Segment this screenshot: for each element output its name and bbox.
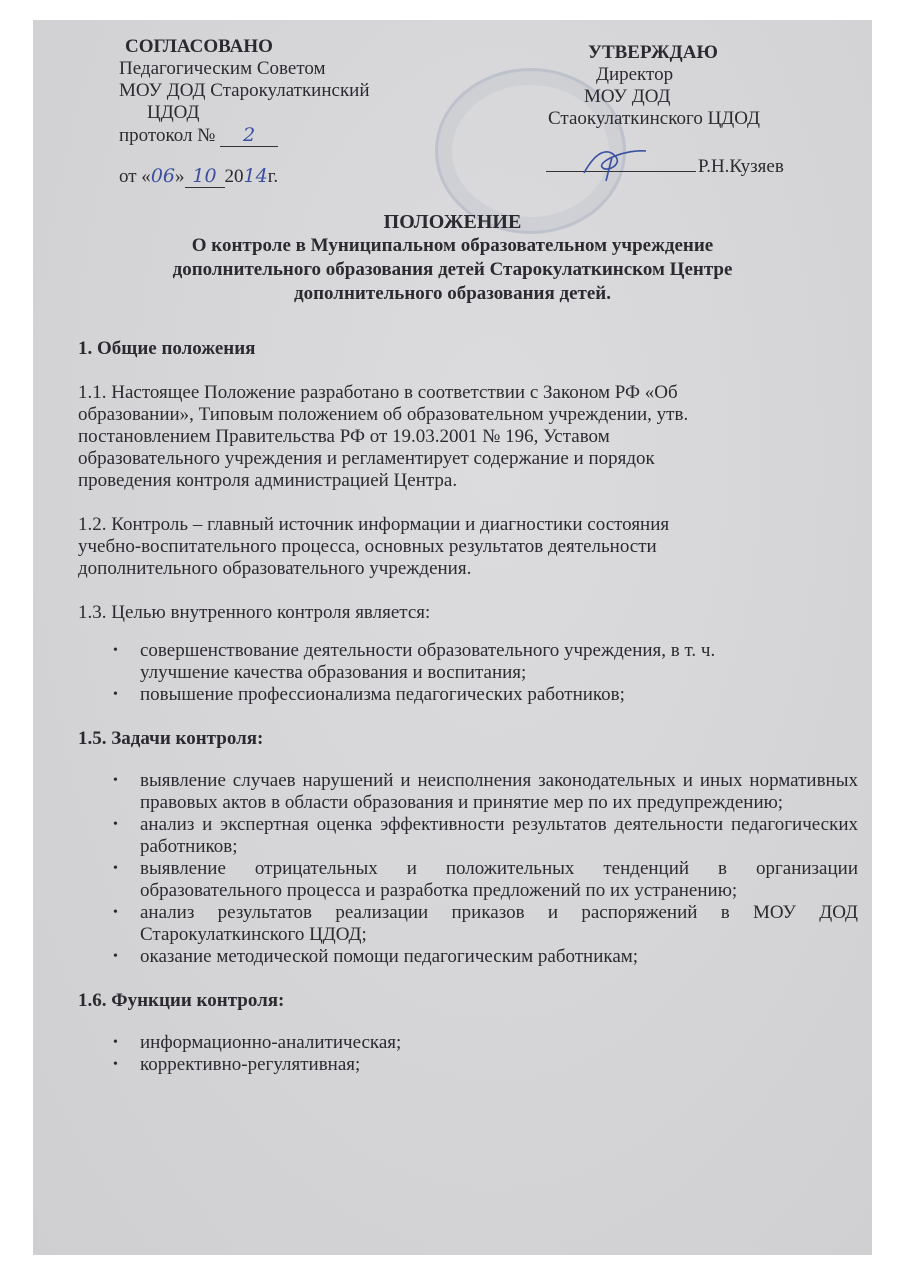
agreed-line-1: Педагогическим Советом (119, 58, 326, 79)
handwritten-signature (576, 143, 656, 183)
list-item (78, 640, 858, 684)
paragraph-1-2 (78, 514, 858, 580)
p1-1-line: образовательного учреждения и регламентирует содержание и порядок (78, 448, 655, 469)
list-item (78, 684, 858, 706)
title-sub-2: дополнительного образования детей Старокулаткинском Центре (172, 259, 733, 280)
approved-line-3: Стаокулаткинского ЦДОД (548, 108, 760, 129)
approved-heading: УТВЕРЖДАЮ (588, 42, 718, 63)
list-item: • коррективно-регулятивная; (78, 1054, 858, 1076)
agreed-line-2: МОУ ДОД Старокулаткинский (119, 80, 370, 101)
paragraph-1-1 (78, 382, 858, 492)
date-month: 10 (185, 165, 225, 188)
section-1-5-heading: 1.5. Задачи контроля: (78, 728, 264, 749)
title-main: ПОЛОЖЕНИЕ (383, 211, 522, 233)
date-day: 06 (150, 165, 175, 187)
goals-list (78, 640, 858, 706)
p1-2-line: 1.2. Контроль – главный источник информации и диагностики состояния (78, 514, 670, 535)
protocol-number: 2 (220, 124, 278, 147)
list-item-line: улучшение качества образования и воспитания; (140, 662, 527, 683)
list-item: • выявление случаев нарушений и неисполнения законодательных и иных нормативных правовых актов в области образования и принятие мер по их предупреждению; (78, 770, 858, 814)
list-item-line: • повышение профессионализма педагогических работников; (140, 684, 625, 705)
functions-list (78, 1032, 858, 1076)
document-title (33, 210, 872, 306)
protocol-line (119, 124, 370, 147)
protocol-label: протокол № (119, 125, 216, 146)
agreed-date-line (119, 165, 370, 188)
date-year-suffix: 14 (243, 165, 268, 187)
list-item: • анализ результатов реализации приказов и распоряжений в МОУ ДОД Старокулаткинского ЦДОД; (78, 902, 858, 946)
tasks-list (78, 770, 858, 968)
list-item: • выявление отрицательных и положительных тенденций в организации образовательного процесса и разработка предложений по их устранению; (78, 858, 858, 902)
date-mid: » (175, 166, 185, 187)
p1-1-line: образовании», Типовым положением об образовательном учреждении, утв. (78, 404, 689, 425)
signer-name: Р.Н.Кузяев (698, 156, 784, 177)
list-item-line: • совершенствование деятельности образовательного учреждения, в т. ч. (140, 640, 716, 661)
paragraph-1-3-intro: 1.3. Целью внутренного контроля является: (78, 602, 431, 623)
section-1-6-heading: 1.6. Функции контроля: (78, 990, 285, 1011)
date-year-prefix: 20 (224, 166, 244, 187)
p1-1-line: 1.1. Настоящее Положение разработано в соответствии с Законом РФ «Об (78, 382, 678, 403)
agreed-line-3: ЦДОД (147, 102, 200, 123)
list-item: • анализ и экспертная оценка эффективности результатов деятельности педагогических работников; (78, 814, 858, 858)
title-sub-3: дополнительного образования детей. (294, 283, 611, 304)
signature-line (546, 156, 846, 178)
approved-line-2: МОУ ДОД (584, 86, 671, 107)
approved-line-1: Директор (596, 64, 674, 85)
list-item: • оказание методической помощи педагогическим работникам; (78, 946, 858, 968)
date-end: г. (267, 166, 279, 187)
date-prefix: от « (119, 166, 151, 187)
p1-1-line: проведения контроля администрацией Центра. (78, 470, 458, 491)
scanned-page (33, 20, 872, 1255)
title-sub-1: О контроле в Муниципальном образовательном учреждение (191, 235, 714, 256)
document-body (78, 338, 858, 1076)
p1-2-line: учебно-воспитательного процесса, основных результатов деятельности (78, 536, 657, 557)
agreed-heading: СОГЛАСОВАНО (125, 36, 273, 57)
signature-field (546, 171, 696, 172)
approval-agreed-block (119, 36, 370, 188)
approval-approved-block (546, 42, 846, 178)
p1-1-line: постановлением Правительства РФ от 19.03.2001 № 196, Уставом (78, 426, 610, 447)
list-item: • информационно-аналитическая; (78, 1032, 858, 1054)
p1-2-line: дополнительного образовательного учреждения. (78, 558, 472, 579)
section-1-heading: 1. Общие положения (78, 338, 256, 359)
